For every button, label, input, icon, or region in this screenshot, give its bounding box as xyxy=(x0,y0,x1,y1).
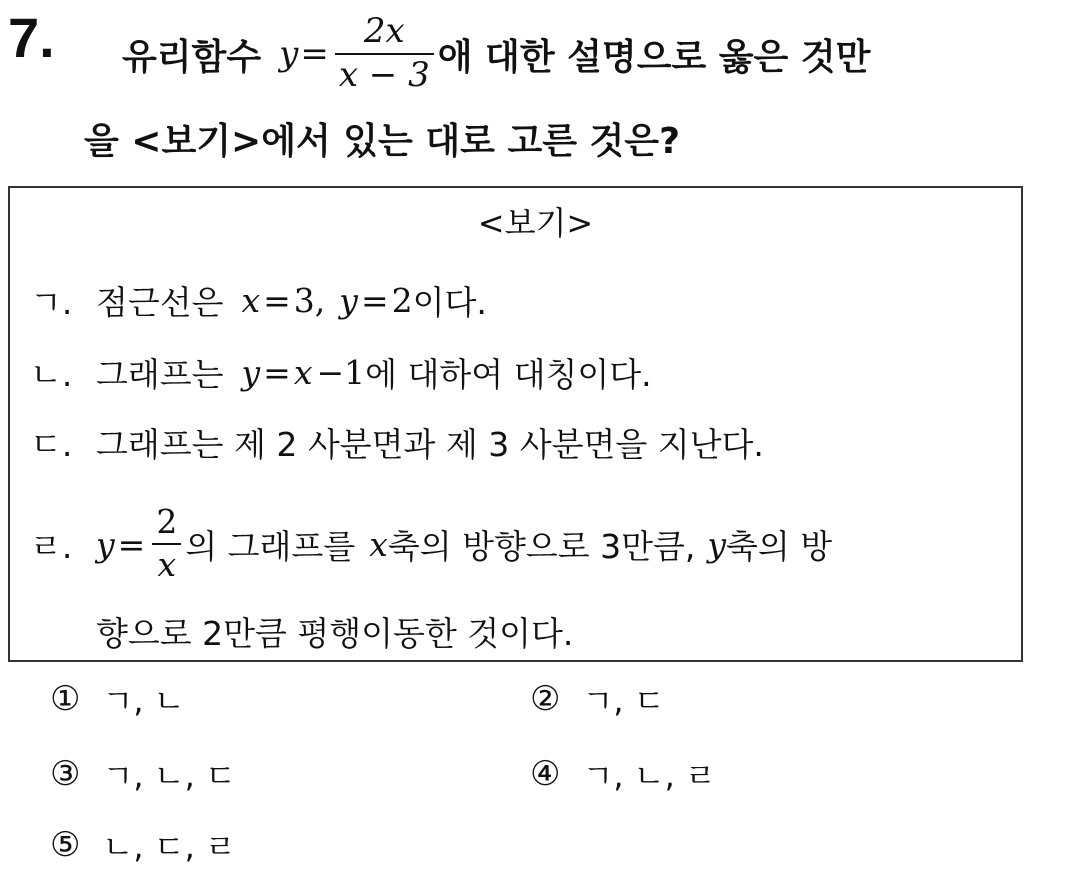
item-marker: ㄹ. xyxy=(30,526,73,566)
fraction-numerator: 2x xyxy=(363,11,405,52)
choice-5[interactable] xyxy=(50,822,236,868)
choice-marker: ⑤ xyxy=(50,825,81,865)
choice-marker: ② xyxy=(530,679,561,719)
choice-marker: ① xyxy=(50,679,81,719)
equals-sign: = xyxy=(263,352,291,392)
equals-sign: = xyxy=(263,280,291,320)
bogi-title: <보기> xyxy=(477,204,594,242)
choice-3[interactable] xyxy=(50,751,236,797)
item-text: 이다. xyxy=(412,282,487,322)
function-fraction xyxy=(335,11,434,95)
equals-sign: = xyxy=(117,524,146,564)
bogi-item-digeut xyxy=(30,418,764,466)
equals-sign: = xyxy=(300,34,329,74)
equals-sign: = xyxy=(360,280,389,320)
item-marker: ㄱ. xyxy=(30,282,73,322)
fraction-denominator: x − 3 xyxy=(338,55,430,95)
question-number: 7. xyxy=(8,6,55,69)
bogi-item-giyeok xyxy=(30,276,487,324)
choice-text: ㄱ, ㄴ, ㄷ xyxy=(102,757,236,795)
choice-4[interactable] xyxy=(530,751,716,797)
item-text: 에 대하여 대칭이다. xyxy=(365,354,652,394)
fraction-numerator: 2 xyxy=(156,502,178,542)
choice-text: ㄱ, ㄴ xyxy=(102,682,185,720)
question-text-post: 애 대한 설명으로 옳은 것만 xyxy=(437,36,871,78)
choice-text: ㄱ, ㄷ xyxy=(582,682,665,720)
math-var: x xyxy=(241,280,261,320)
choice-text: ㄱ, ㄴ, ㄹ xyxy=(582,757,716,795)
math-var: x xyxy=(369,524,388,564)
math-value: −1 xyxy=(316,352,366,392)
question-line-1 xyxy=(122,8,870,100)
item-text: 그래프는 xyxy=(96,354,224,394)
item-text: 축의 방 xyxy=(725,526,833,566)
function-lhs: y xyxy=(279,34,299,74)
bogi-item-nieun xyxy=(30,348,652,396)
item-text: 점근선은 xyxy=(96,282,224,322)
question-text-pre: 유리함수 xyxy=(122,36,262,78)
math-var: x xyxy=(293,352,313,392)
choice-text: ㄴ, ㄷ, ㄹ xyxy=(102,828,236,866)
choice-1[interactable] xyxy=(50,676,185,722)
math-value: 3, xyxy=(293,280,326,320)
item-text: 축의 방향으로 3만큼, xyxy=(387,526,696,566)
math-var: y xyxy=(241,352,261,392)
choice-marker: ③ xyxy=(50,754,81,794)
bogi-item-rieul-continuation: 향으로 2만큼 평행이동한 것이다. xyxy=(96,614,574,653)
math-var: y xyxy=(96,524,115,564)
math-var: y xyxy=(707,524,726,564)
choice-marker: ④ xyxy=(530,754,561,794)
item-text: 그래프는 제 2 사분면과 제 3 사분면을 지난다. xyxy=(96,424,764,464)
fraction-denominator: x xyxy=(157,545,177,584)
item-marker: ㄷ. xyxy=(30,424,73,464)
bogi-item-rieul xyxy=(30,498,832,590)
math-value: 2 xyxy=(391,280,413,320)
rieul-fraction xyxy=(152,502,181,584)
question-line-2: 을 <보기>에서 있는 대로 고른 것은? xyxy=(84,121,680,162)
math-var: y xyxy=(339,280,358,320)
choice-2[interactable] xyxy=(530,676,665,722)
item-text: 의 그래프를 xyxy=(185,526,356,566)
item-marker: ㄴ. xyxy=(30,354,73,394)
